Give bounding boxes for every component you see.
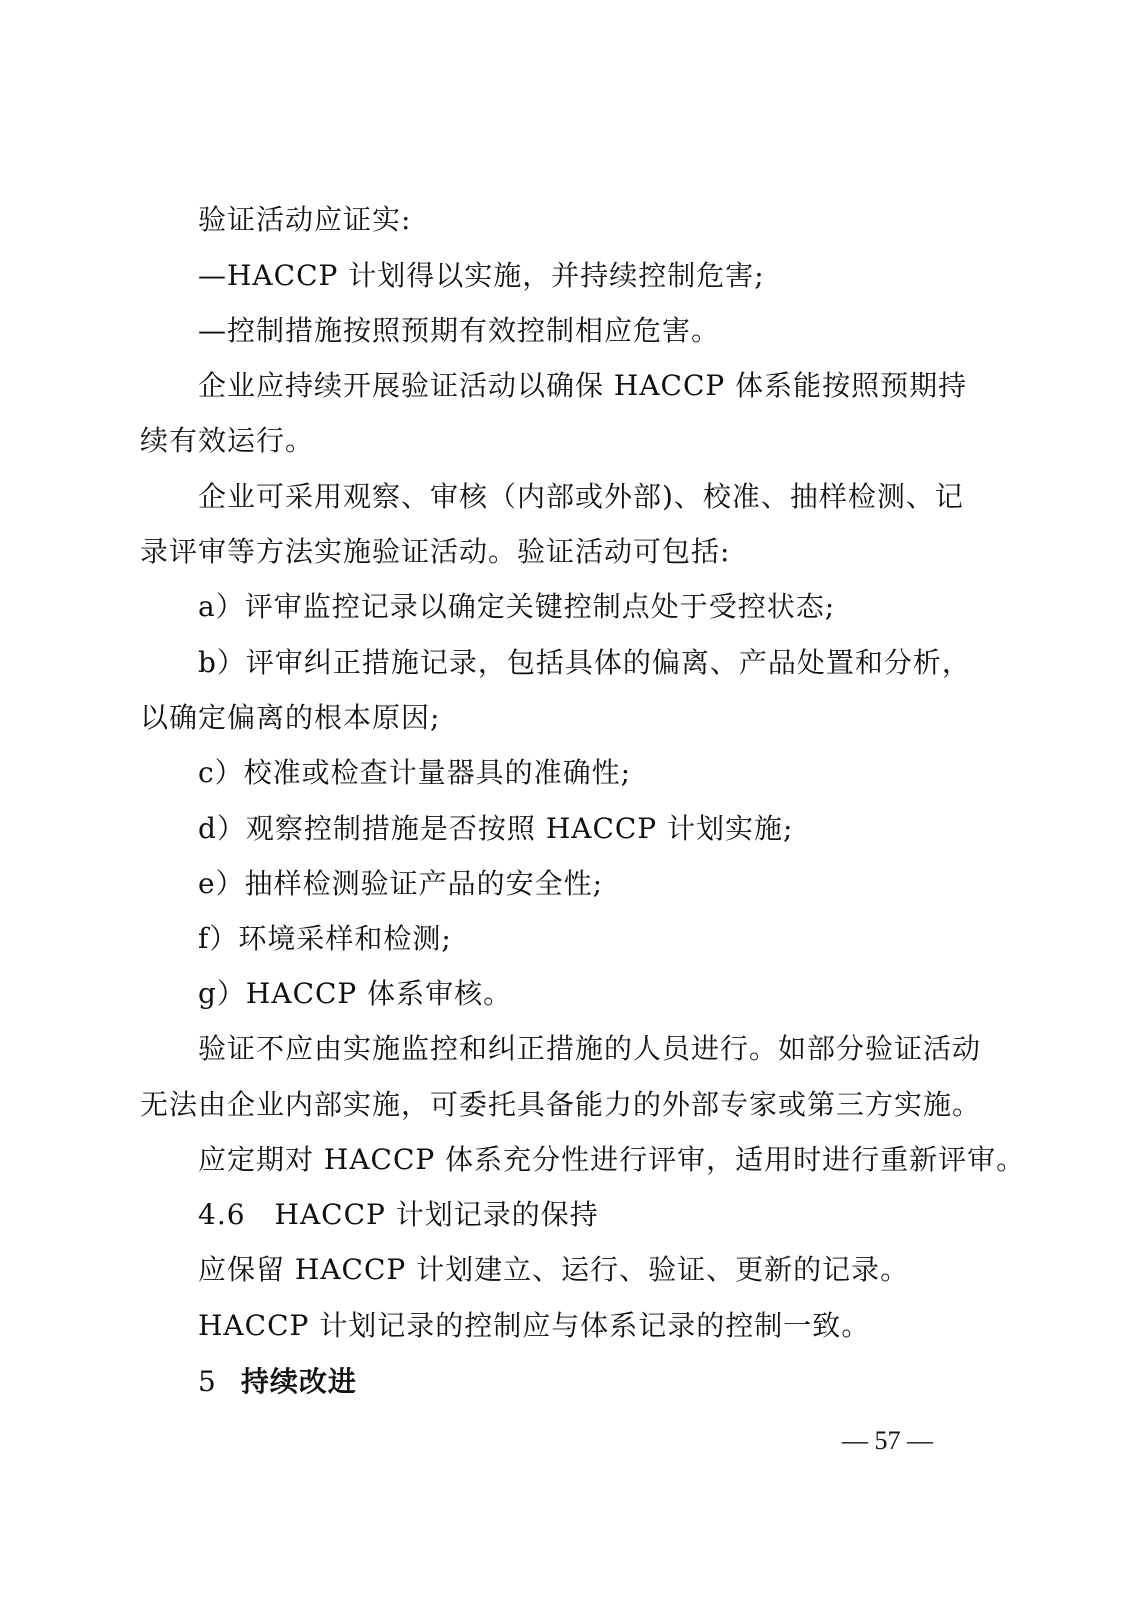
paragraph-line: HACCP 计划记录的控制应与体系记录的控制一致。: [198, 1309, 871, 1342]
list-item-b: b）评审纠正措施记录，包括具体的偏离、产品处置和分析，: [198, 646, 971, 679]
paragraph-line: 企业应持续开展验证活动以确保 HACCP 体系能按照预期持: [198, 369, 968, 402]
list-item-dash: —HACCP 计划得以实施，并持续控制危害;: [198, 259, 765, 292]
paragraph-line: 应定期对 HACCP 体系充分性进行评审，适用时进行重新评审。: [198, 1143, 1026, 1176]
section-heading: [198, 1364, 357, 1400]
list-item-a: a）评审监控记录以确定关键控制点处于受控状态;: [198, 590, 836, 623]
paragraph-line: 应保留 HACCP 计划建立、运行、验证、更新的记录。: [198, 1253, 910, 1286]
paragraph-line: 验证不应由实施监控和纠正措施的人员进行。如部分验证活动: [198, 1032, 982, 1065]
section-number: 5: [198, 1365, 217, 1398]
list-item-g: g）HACCP 体系审核。: [198, 977, 513, 1010]
list-item-f: f）环境采样和检测;: [198, 922, 452, 955]
subsection-heading: 4.6 HACCP 计划记录的保持: [198, 1198, 599, 1231]
paragraph-line: 录评审等方法实施验证活动。验证活动可包括:: [140, 535, 731, 568]
paragraph-line: 续有效运行。: [140, 424, 315, 457]
section-title: 持续改进: [240, 1365, 357, 1398]
paragraph-line: 无法由企业内部实施，可委托具备能力的外部专家或第三方实施。: [140, 1088, 982, 1121]
page-number: — 57 —: [842, 1426, 933, 1455]
list-item-e: e）抽样检测验证产品的安全性;: [198, 867, 604, 900]
list-item-d: d）观察控制措施是否按照 HACCP 计划实施;: [198, 812, 794, 845]
paragraph-line: 验证活动应证实:: [198, 203, 412, 236]
list-item-dash: —控制措施按照预期有效控制相应危害。: [198, 314, 721, 347]
list-item-b-continued: 以确定偏离的根本原因;: [140, 701, 441, 734]
list-item-c: c）校准或检查计量器具的准确性;: [198, 756, 632, 789]
paragraph-line: 企业可采用观察、审核（内部或外部)、校准、抽样检测、记: [198, 480, 964, 513]
